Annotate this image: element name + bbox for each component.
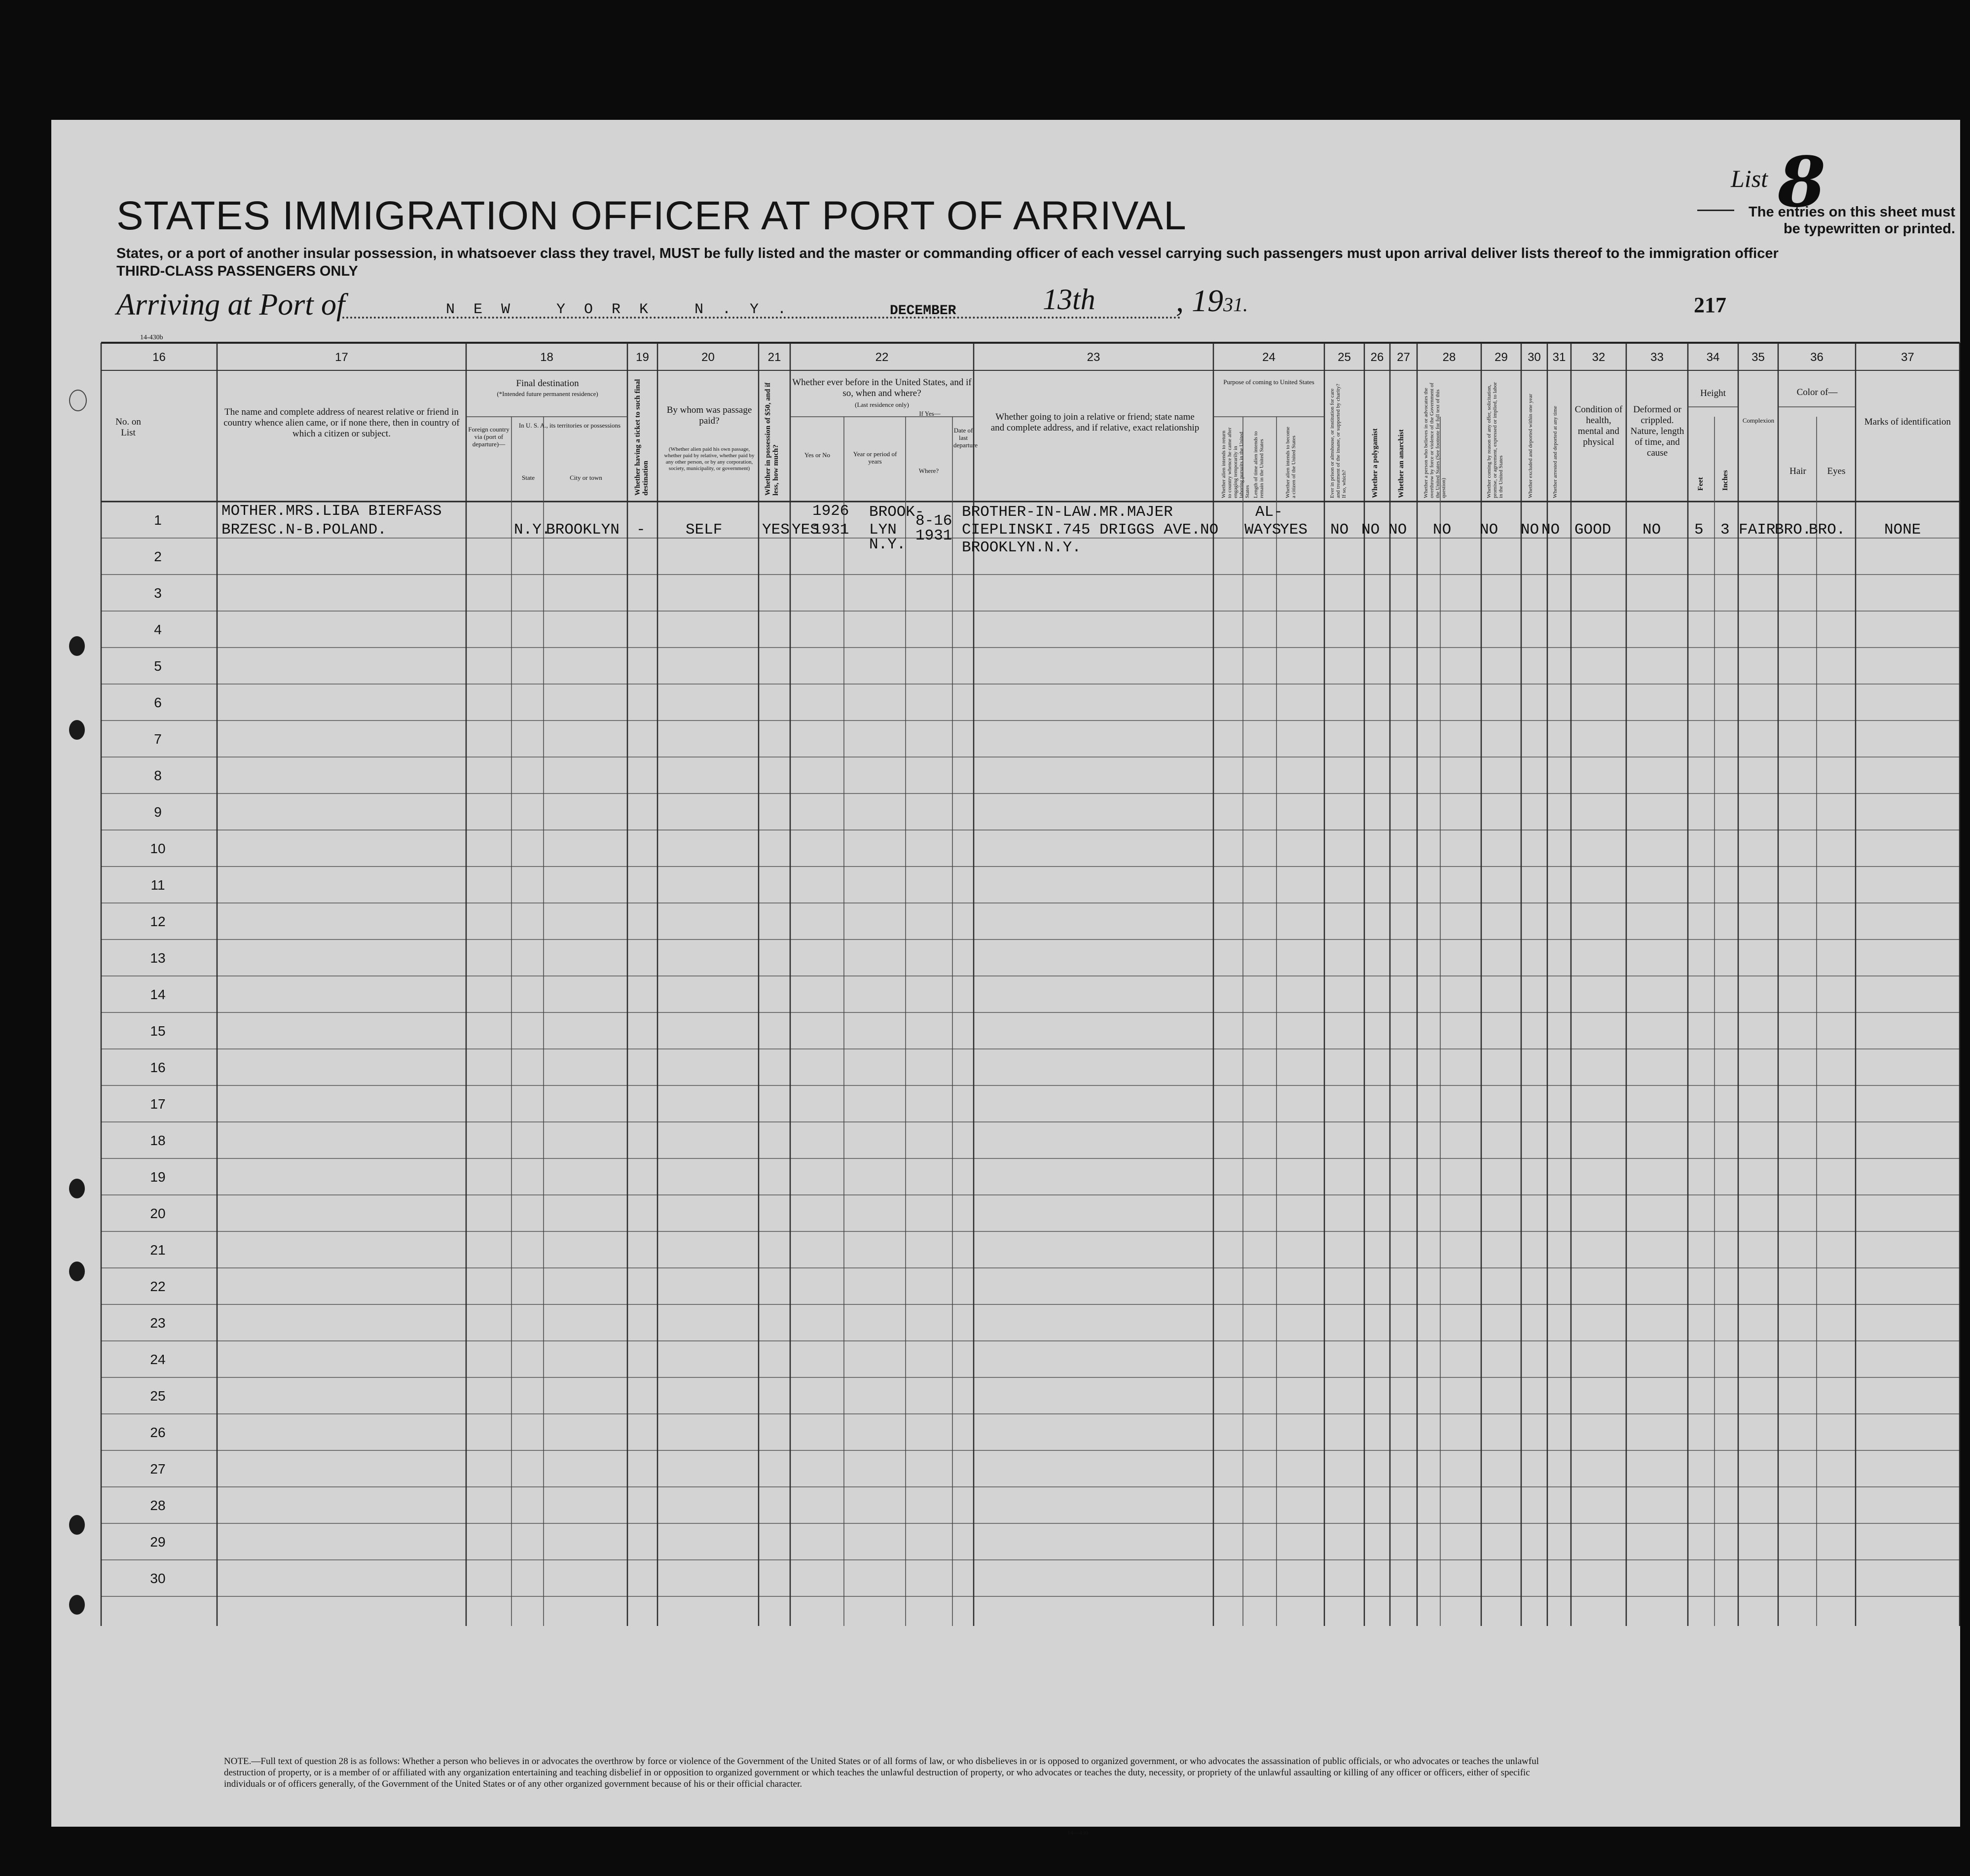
header-state: State bbox=[522, 474, 535, 481]
typed-join-line1: BROTHER-IN-LAW.MR.MAJER bbox=[962, 504, 1173, 521]
column-number: 24 bbox=[1262, 351, 1276, 364]
typed-health: GOOD bbox=[1574, 521, 1611, 539]
row-number: 24 bbox=[150, 1352, 166, 1367]
column-number: 31 bbox=[1552, 351, 1566, 364]
header-complexion: Complexion bbox=[1742, 417, 1775, 424]
list-number: 8 bbox=[1778, 142, 1826, 223]
header-year-period: Year or period of years bbox=[853, 450, 897, 465]
header-deformed: Deformed or crippled. Nature, length of time, and cause bbox=[1630, 404, 1684, 458]
form-number: 14-430b bbox=[140, 334, 163, 341]
row-number: 23 bbox=[150, 1315, 166, 1331]
typed-years-line1: 1926 bbox=[812, 503, 849, 520]
typed-date-line2: 1931 bbox=[915, 527, 952, 544]
header-ticket: Whether having a ticket to such final destination bbox=[634, 379, 650, 496]
row-number: 30 bbox=[150, 1571, 166, 1586]
header-excluded: Whether excluded and deported within one year bbox=[1528, 394, 1533, 498]
punch-hole-icon bbox=[69, 720, 85, 740]
arriving-label: Arriving at Port of bbox=[116, 288, 345, 322]
manifest-table bbox=[101, 343, 1960, 1732]
header-final-destination: Final destination bbox=[516, 378, 579, 389]
row-number: 25 bbox=[150, 1388, 166, 1404]
instructions-text: States, or a port of another insular possession, in whatsoever class they travel, MUST be fully listed and the master or commanding officer of each vessel carrying such passengers must upon arrival deliver lists thereof to the immigration officer bbox=[116, 246, 1779, 261]
arrival-port: NEW YORK N.Y. bbox=[446, 301, 805, 318]
row-number: 9 bbox=[154, 804, 162, 820]
row-number: 27 bbox=[150, 1461, 166, 1477]
row-number: 4 bbox=[154, 622, 162, 637]
row-number: 14 bbox=[150, 987, 166, 1002]
row-number: 2 bbox=[154, 549, 162, 564]
row-number: 29 bbox=[150, 1534, 166, 1550]
typed-hair: BRO. bbox=[1775, 521, 1812, 539]
header-feet: Feet bbox=[1697, 477, 1705, 491]
header-overthrow: Whether a person who believes in or advocates the overthrow by force or violence of the Government of the United States (See footnote for full text of this question) bbox=[1423, 383, 1447, 498]
column-number: 37 bbox=[1901, 351, 1914, 364]
punch-hole-icon bbox=[69, 1262, 85, 1281]
column-number: 35 bbox=[1751, 351, 1765, 364]
row-number: 26 bbox=[150, 1425, 166, 1440]
header-in-usa: In U. S. A., its territories or possessions bbox=[518, 422, 621, 429]
row-number: 15 bbox=[150, 1023, 166, 1039]
typed-ticket: - bbox=[636, 521, 646, 539]
header-purpose-citizen: Whether alien intends to become a citizen of the United States bbox=[1285, 427, 1297, 498]
header-anarchist: Whether an anarchist bbox=[1397, 429, 1405, 498]
header-before-in-us: Whether ever before in the United States, and if so, when and where? bbox=[792, 377, 972, 398]
typed-anarchist: NO bbox=[1388, 521, 1407, 539]
typed-date-line1: 8-16 bbox=[915, 512, 952, 530]
header-purpose-length: Length of time alien intends to remain in the United States bbox=[1253, 431, 1265, 498]
row-number: 22 bbox=[150, 1279, 166, 1294]
typed-inches: 3 bbox=[1720, 521, 1730, 539]
column-number: 29 bbox=[1495, 351, 1508, 364]
arrival-year-prefix: , 19 bbox=[1176, 283, 1223, 318]
punch-hole-icon bbox=[69, 1179, 85, 1198]
list-label: List bbox=[1731, 165, 1768, 192]
typed-purpose-return: NO bbox=[1200, 521, 1219, 539]
typed-excluded: NO bbox=[1521, 521, 1539, 539]
header-purpose: Purpose of coming to United States bbox=[1223, 378, 1314, 386]
typed-state: N.Y. bbox=[514, 521, 551, 539]
typed-city: BROOKLYN bbox=[546, 521, 620, 539]
typed-eyes: BRO. bbox=[1809, 521, 1846, 539]
typed-where-line3: N.Y. bbox=[869, 536, 906, 553]
header-date-departure: Date of last departure bbox=[953, 427, 978, 449]
row-number: 3 bbox=[154, 585, 162, 601]
header-if-yes: If Yes— bbox=[919, 410, 941, 417]
typed-relative-address: BRZESC.N-B.POLAND. bbox=[221, 521, 387, 539]
header-foreign-country: Foreign country via (port of departure)— bbox=[468, 426, 510, 448]
header-fifty-dollars: Whether in possession of $50, and if less, how much? bbox=[764, 382, 780, 496]
column-number: 25 bbox=[1338, 351, 1351, 364]
row-number: 11 bbox=[150, 877, 165, 893]
column-number: 21 bbox=[767, 351, 781, 364]
column-number: 19 bbox=[636, 351, 649, 364]
row-number: 20 bbox=[150, 1206, 166, 1221]
column-number: 28 bbox=[1442, 351, 1456, 364]
page-number: 217 bbox=[1694, 293, 1726, 317]
header-passage-paid-note: (Whether alien paid his own passage, whether paid by relative, whether paid by any other person, or by any corporation, society, municipality, or government) bbox=[664, 446, 755, 471]
row-number: 19 bbox=[150, 1169, 166, 1185]
column-number: 23 bbox=[1087, 351, 1100, 364]
header-passage-paid: By whom was passage paid? bbox=[666, 405, 752, 426]
typewritten-note-line1: The entries on this sheet must bbox=[1749, 204, 1955, 220]
header-polygamist: Whether a polygamist bbox=[1371, 428, 1379, 498]
typed-relative-name: MOTHER.MRS.LIBA BIERFASS bbox=[221, 503, 442, 520]
row-number: 28 bbox=[150, 1498, 166, 1513]
typed-offer-labor: NO bbox=[1480, 521, 1498, 539]
column-number: 26 bbox=[1370, 351, 1384, 364]
typed-passage-paid: SELF bbox=[686, 521, 723, 539]
typed-complexion: FAIR bbox=[1739, 521, 1776, 539]
punch-hole-icon bbox=[69, 1515, 85, 1535]
header-eyes: Eyes bbox=[1827, 466, 1846, 476]
header-city: City or town bbox=[570, 474, 602, 481]
typewritten-note bbox=[1664, 204, 1955, 237]
typed-prison: NO bbox=[1330, 521, 1349, 539]
header-before-in-us-note: (Last residence only) bbox=[855, 401, 909, 408]
manifest-sheet bbox=[51, 120, 1960, 1836]
typed-purpose-citizen: YES bbox=[1280, 521, 1308, 539]
typed-deformed: NO bbox=[1642, 521, 1661, 539]
typed-purpose-length-line2: WAYS bbox=[1244, 521, 1281, 539]
typed-purpose-length-line1: AL- bbox=[1255, 504, 1283, 521]
arrival-year-suffix: 31. bbox=[1223, 293, 1248, 316]
column-number: 34 bbox=[1706, 351, 1720, 364]
header-height: Height bbox=[1700, 388, 1726, 398]
page-title: STATES IMMIGRATION OFFICER AT PORT OF ARRIVAL bbox=[116, 193, 1187, 238]
header-color: Color of— bbox=[1796, 387, 1838, 397]
header-health: Condition of health, mental and physical bbox=[1574, 404, 1623, 447]
typed-before-in-us: YES bbox=[792, 521, 819, 539]
row-number: 5 bbox=[154, 658, 162, 674]
typed-join-line3: BROOKLYN.N.Y. bbox=[962, 539, 1081, 556]
column-number: 32 bbox=[1592, 351, 1605, 364]
header-offer-labor: Whether coming by reason of any offer, solicitation, promise, or agreement, expressed or implied, to labor in the United States bbox=[1486, 382, 1504, 498]
punch-hole-icon bbox=[69, 1595, 85, 1615]
column-number: 16 bbox=[152, 351, 166, 364]
header-relative-abroad: The name and complete address of nearest relative or friend in country whence alien came, or if none there, then in country of which a citizen or subject. bbox=[223, 407, 460, 439]
arrival-day: 13th bbox=[1043, 283, 1095, 316]
typed-fifty-dollars: YES bbox=[762, 521, 790, 539]
header-yes-no: Yes or No bbox=[804, 451, 831, 459]
row-number: 17 bbox=[150, 1096, 166, 1112]
header-marks: Marks of identification bbox=[1864, 417, 1951, 427]
header-purpose-return: Whether alien intends to return to country whence he came after engaging temporarily in laboring pursuits in the United States bbox=[1221, 427, 1250, 498]
header-prison: Ever in prison or almshouse, or institution for care and treatment of the insane, or supported by charity? If so, which? bbox=[1329, 384, 1347, 498]
typed-join-line2: CIEPLINSKI.745 DRIGGS AVE. bbox=[962, 521, 1201, 539]
header-inches: Inches bbox=[1721, 470, 1729, 491]
row-number: 13 bbox=[150, 950, 166, 966]
row-number: 1 bbox=[154, 512, 162, 528]
row-number: 10 bbox=[150, 841, 166, 856]
header-final-destination-note: (*Intended future permanent residence) bbox=[497, 390, 598, 397]
column-number: 20 bbox=[701, 351, 715, 364]
column-number: 18 bbox=[540, 351, 553, 364]
row-number: 18 bbox=[150, 1133, 166, 1148]
typewritten-note-line2: be typewritten or printed. bbox=[1783, 221, 1955, 237]
column-number: 33 bbox=[1650, 351, 1664, 364]
row-number: 21 bbox=[150, 1242, 166, 1258]
typed-where-line1: BROOK- bbox=[869, 504, 924, 521]
row-number: 12 bbox=[150, 914, 166, 929]
strike-through-mark bbox=[1697, 210, 1734, 211]
row-number: 8 bbox=[154, 768, 162, 783]
punch-hole-icon bbox=[69, 636, 85, 656]
column-number: 17 bbox=[335, 351, 348, 364]
header-join-relative: Whether going to join a relative or friend; state name and complete address, and if relative, exact relationship bbox=[990, 412, 1200, 433]
footnote-form-number: 14—430 bbox=[1067, 1829, 1088, 1836]
header-hair: Hair bbox=[1789, 466, 1806, 476]
punch-hole-icon bbox=[69, 390, 87, 411]
header-where: Where? bbox=[918, 467, 939, 474]
typed-polygamist: NO bbox=[1361, 521, 1380, 539]
column-number: 30 bbox=[1528, 351, 1541, 364]
passenger-class-label: THIRD-CLASS PASSENGERS ONLY bbox=[116, 263, 358, 279]
column-number: 36 bbox=[1810, 351, 1824, 364]
typed-where-line2: LYN bbox=[869, 521, 897, 539]
typed-overthrow: NO bbox=[1433, 521, 1452, 539]
typed-marks: NONE bbox=[1884, 521, 1921, 539]
row-number: 16 bbox=[150, 1060, 166, 1075]
column-number: 22 bbox=[875, 351, 889, 364]
header-arrested: Whether arrested and deported at any time bbox=[1552, 406, 1558, 498]
typed-arrested: NO bbox=[1541, 521, 1560, 539]
row-number: 6 bbox=[154, 695, 162, 710]
arrival-year bbox=[1176, 283, 1248, 319]
header-list-number: No. on List bbox=[115, 417, 141, 438]
row-number: 7 bbox=[154, 731, 162, 747]
typed-years-line2: 1931 bbox=[812, 521, 849, 539]
typed-feet: 5 bbox=[1694, 521, 1704, 539]
column-number: 27 bbox=[1397, 351, 1410, 364]
footnote: NOTE.—Full text of question 28 is as follows: Whether a person who believes in or advocates the overthrow by force or violence of the Government of the United States or of all forms of law, or who disbelieves in or is opposed to organized government, or who advocates the assassination of public officials, or who advocates or teaches the unlawful destruction of property, or is a member of or affiliated with any organization entertaining and teaching disbelief in or opposition to organized government or which teaches the unlawful destruction of property, or who advocates or teaches the duty, necessity, or propriety of the unlawful assaulting or killing of any officer or officers, either of specific individuals or of officers generally, of the Government of the United States or of any other organized government because of his or their official character. bbox=[224, 1756, 1539, 1789]
arrival-month: DECEMBER bbox=[890, 303, 956, 319]
